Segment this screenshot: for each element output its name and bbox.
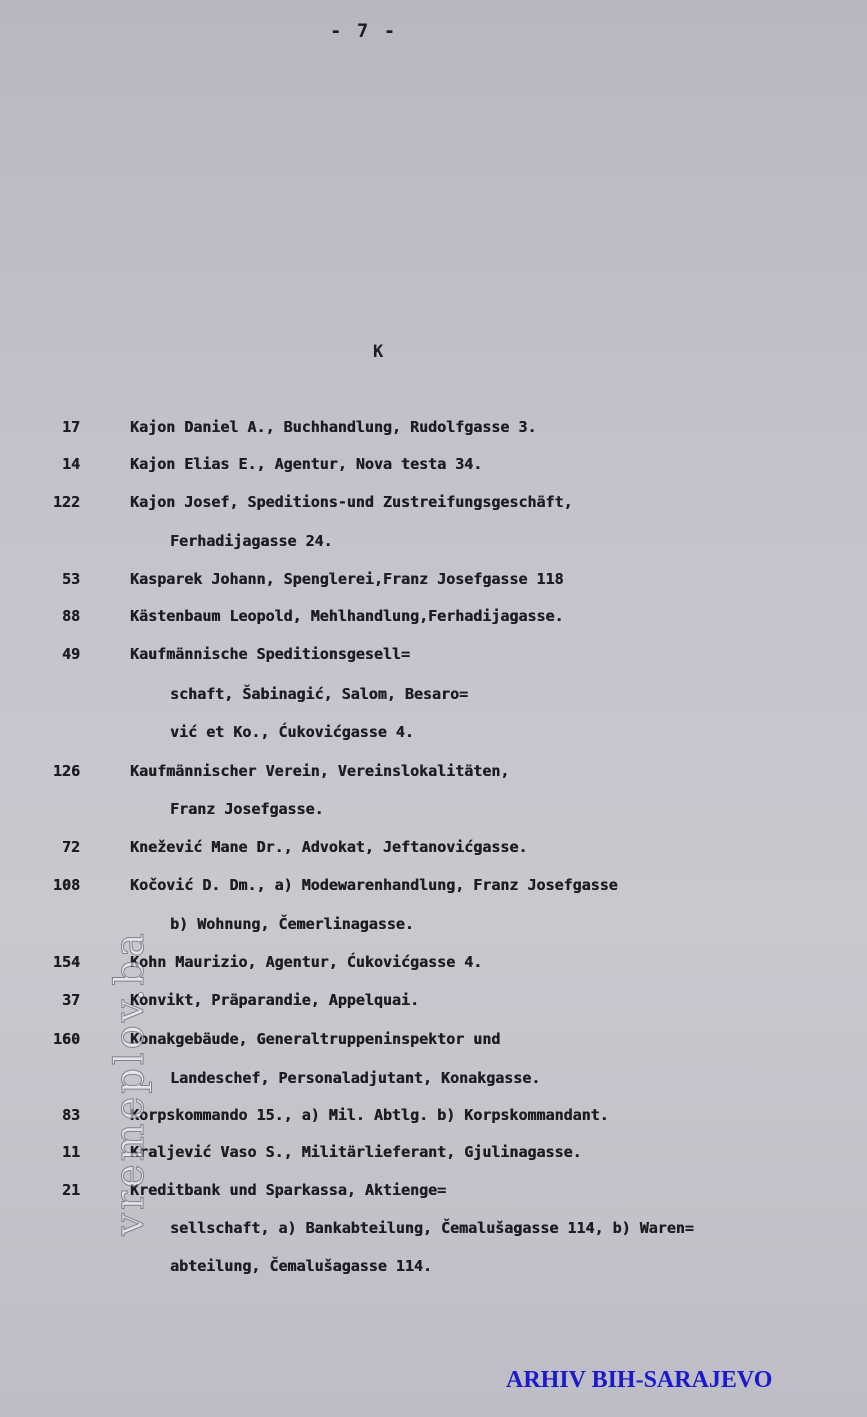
entry-text: Kohn Maurizio, Agentur, Ćukovićgasse 4. <box>130 953 483 971</box>
entry-number: 160 <box>52 1030 80 1048</box>
entry-number: 53 <box>61 570 80 588</box>
entry-text: abteilung, Čemalušagasse 114. <box>170 1257 432 1275</box>
entry-continuation-line <box>60 532 850 562</box>
entry-text: Franz Josefgasse. <box>170 800 324 818</box>
entry-text: Landeschef, Personaladjutant, Konakgasse. <box>170 1069 541 1087</box>
entry-text: b) Wohnung, Čemerlinagasse. <box>170 915 414 933</box>
entry-line <box>52 493 850 523</box>
entry-text: Ferhadijagasse 24. <box>170 532 333 550</box>
entry-text: Konakgebäude, Generaltruppeninspektor und <box>130 1030 501 1048</box>
entry-line <box>60 645 850 675</box>
entry-number: 17 <box>61 418 80 436</box>
entry-line <box>60 991 850 1021</box>
archive-stamp: ARHIV BIH-SARAJEVO <box>506 1367 773 1393</box>
entry-text: Kreditbank und Sparkassa, Aktienge= <box>130 1181 447 1199</box>
entry-text: Kraljević Vaso S., Militärlieferant, Gjulinagasse. <box>130 1143 582 1161</box>
entry-line <box>60 838 850 868</box>
entry-number: 88 <box>61 607 80 625</box>
entry-number: 108 <box>52 876 80 894</box>
entry-number: 72 <box>61 838 80 856</box>
entry-line <box>60 418 850 448</box>
entry-text: Kasparek Johann, Spenglerei,Franz Josefgasse 118 <box>130 570 564 588</box>
entry-text: sellschaft, a) Bankabteilung, Čemalušagasse 114, b) Waren= <box>170 1219 694 1237</box>
entry-continuation-line <box>60 1219 850 1249</box>
watermark-text: vremeplov.ba <box>107 930 153 1236</box>
entry-number: 49 <box>61 645 80 663</box>
entry-continuation-line <box>60 685 850 715</box>
entry-number: 122 <box>52 493 80 511</box>
page-number: - 7 - <box>330 20 398 42</box>
entry-text: Kajon Elias E., Agentur, Nova testa 34. <box>130 455 483 473</box>
entry-text: Knežević Mane Dr., Advokat, Jeftanovićgasse. <box>130 838 528 856</box>
entry-number: 126 <box>52 762 80 780</box>
entry-continuation-line <box>60 1069 850 1099</box>
entry-text: Kajon Josef, Speditions-und Zustreifungsgeschäft, <box>130 493 573 511</box>
entry-line <box>60 1106 850 1136</box>
entry-continuation-line <box>60 915 850 945</box>
entry-line <box>60 455 850 485</box>
entry-line <box>60 570 850 600</box>
entry-text: vić et Ko., Ćukovićgasse 4. <box>170 723 414 741</box>
entry-number: 154 <box>52 953 80 971</box>
entry-line <box>52 953 850 983</box>
section-letter: K <box>373 342 384 362</box>
entry-number: 37 <box>61 991 80 1009</box>
entry-line <box>52 1030 850 1060</box>
entry-text: Konvikt, Präparandie, Appelquai. <box>130 991 419 1009</box>
entry-line <box>52 762 850 792</box>
entry-number: 83 <box>61 1106 80 1124</box>
entry-line <box>60 1181 850 1211</box>
entry-number: 14 <box>61 455 80 473</box>
entry-continuation-line <box>60 1257 850 1287</box>
entry-number: 21 <box>61 1181 80 1199</box>
entry-continuation-line <box>60 800 850 830</box>
entry-text: Kočović D. Dm., a) Modewarenhandlung, Franz Josefgasse <box>130 876 618 894</box>
entry-text: Kaufmännische Speditionsgesell= <box>130 645 410 663</box>
entry-text: Kajon Daniel A., Buchhandlung, Rudolfgasse 3. <box>130 418 537 436</box>
entry-line <box>60 1143 850 1173</box>
entry-line <box>52 876 850 906</box>
entry-continuation-line <box>60 723 850 753</box>
entry-text: Kaufmännischer Verein, Vereinslokalitäten, <box>130 762 510 780</box>
entry-line <box>60 607 850 637</box>
entry-text: Korpskommando 15., a) Mil. Abtlg. b) Korpskommandant. <box>130 1106 609 1124</box>
entry-number: 11 <box>61 1143 80 1161</box>
entry-text: Kästenbaum Leopold, Mehlhandlung,Ferhadijagasse. <box>130 607 564 625</box>
entry-text: schaft, Šabinagić, Salom, Besaro= <box>170 685 469 703</box>
